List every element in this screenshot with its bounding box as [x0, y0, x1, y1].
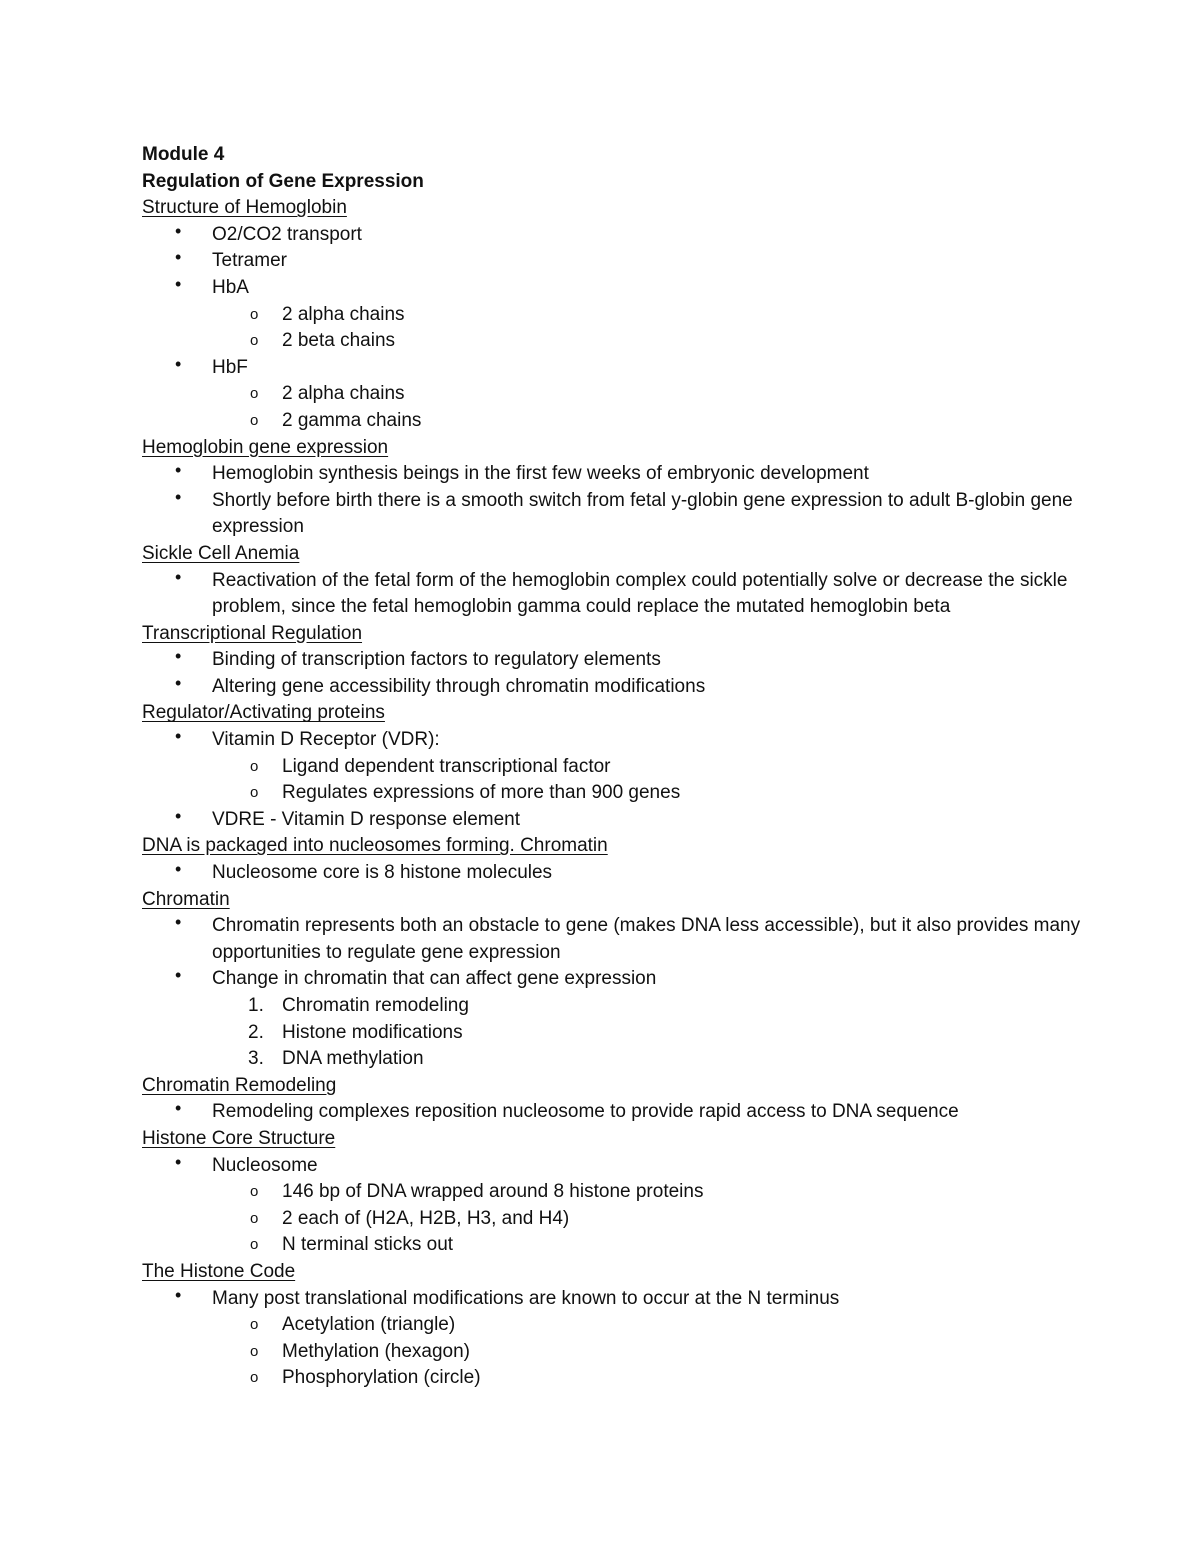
- sub-bullet-text: Phosphorylation (circle): [282, 1367, 481, 1389]
- bullet-text: VDRE - Vitamin D response element: [212, 808, 520, 830]
- bullet-text: Chromatin represents both an obstacle to gene (makes DNA less accessible), but it also provides many opportunities to regulate gene expression: [212, 915, 1081, 963]
- sub-bullet-text: 2 alpha chains: [282, 303, 405, 325]
- bullet-text: O2/CO2 transport: [212, 223, 362, 245]
- list-number: 2.: [248, 1021, 264, 1043]
- bullet-item: [142, 966, 1082, 993]
- bullet-icon: •: [175, 1284, 182, 1305]
- section-heading: Sickle Cell Anemia: [142, 542, 300, 564]
- sub-bullet-item: [142, 381, 1082, 408]
- sub-bullet-text: 2 gamma chains: [282, 409, 422, 431]
- sub-bullet-item: [142, 1232, 1082, 1259]
- section-heading: Transcriptional Regulation: [142, 622, 363, 644]
- sub-bullet-text: Methylation (hexagon): [282, 1340, 470, 1362]
- bullet-text: Hemoglobin synthesis beings in the first few weeks of embryonic development: [212, 463, 869, 485]
- sub-bullet-text: Ligand dependent transcriptional factor: [282, 755, 611, 777]
- bullet-item: [142, 913, 1082, 966]
- document-page: [142, 142, 1082, 1392]
- sub-bullet-text: 146 bp of DNA wrapped around 8 histone proteins: [282, 1181, 704, 1203]
- list-number: 1.: [248, 995, 264, 1016]
- numbered-item: [142, 1046, 1082, 1073]
- numbered-text: Chromatin remodeling: [282, 995, 469, 1016]
- sub-bullet-text: 2 beta chains: [282, 330, 396, 352]
- bullet-icon: •: [175, 247, 182, 268]
- sub-bullet-item: [142, 1365, 1082, 1392]
- sub-bullet-text: Acetylation (triangle): [282, 1314, 456, 1336]
- sections-container: [142, 195, 1082, 1392]
- bullet-icon: •: [175, 353, 182, 374]
- bullet-text: Many post translational modifications are known to occur at the N terminus: [212, 1287, 840, 1309]
- sub-bullet-text: 2 each of (H2A, H2B, H3, and H4): [282, 1207, 570, 1229]
- numbered-item: [142, 1020, 1082, 1047]
- section-heading: Chromatin: [142, 888, 230, 910]
- sub-bullet-item: [142, 1312, 1082, 1339]
- section-heading: The Histone Code: [142, 1260, 296, 1282]
- hollow-bullet-icon: o: [250, 411, 259, 429]
- section-heading: Histone Core Structure: [142, 1127, 336, 1149]
- hollow-bullet-icon: o: [250, 305, 259, 323]
- hollow-bullet-icon: o: [250, 385, 259, 403]
- bullet-text: HbA: [212, 276, 249, 298]
- hollow-bullet-icon: o: [250, 784, 259, 802]
- sub-bullet-item: [142, 780, 1082, 807]
- bullet-item: [142, 461, 1082, 488]
- bullet-item: [142, 1286, 1082, 1313]
- section-heading: Structure of Hemoglobin: [142, 197, 347, 219]
- section-heading: DNA is packaged into nucleosomes forming. Chromatin: [142, 835, 608, 857]
- bullet-text: HbF: [212, 356, 248, 378]
- hollow-bullet-icon: o: [250, 1209, 259, 1227]
- numbered-text: DNA methylation: [282, 1048, 424, 1070]
- bullet-icon: •: [175, 1151, 182, 1172]
- bullet-icon: •: [175, 912, 182, 933]
- bullet-icon: •: [175, 805, 182, 826]
- bullet-text: Altering gene accessibility through chromatin modifications: [212, 675, 706, 697]
- bullet-item: [142, 275, 1082, 302]
- sub-bullet-item: [142, 754, 1082, 781]
- bullet-icon: •: [175, 726, 182, 747]
- document-title: Module 4: [142, 144, 225, 165]
- section-heading: Hemoglobin gene expression: [142, 436, 389, 458]
- list-number: 3.: [248, 1048, 264, 1070]
- bullet-text: Nucleosome core is 8 histone molecules: [212, 862, 553, 884]
- hollow-bullet-icon: o: [250, 1342, 259, 1360]
- bullet-item: [142, 355, 1082, 382]
- bullet-icon: •: [175, 486, 182, 507]
- bullet-text: Tetramer: [212, 250, 287, 272]
- bullet-item: [142, 807, 1082, 834]
- bullet-icon: •: [175, 1098, 182, 1119]
- bullet-icon: •: [175, 220, 182, 241]
- bullet-item: [142, 1153, 1082, 1180]
- hollow-bullet-icon: o: [250, 332, 259, 350]
- bullet-icon: •: [175, 859, 182, 880]
- hollow-bullet-icon: o: [250, 1369, 259, 1387]
- sub-bullet-item: [142, 1179, 1082, 1206]
- bullet-text: Binding of transcription factors to regulatory elements: [212, 649, 661, 671]
- bullet-text: Nucleosome: [212, 1154, 318, 1176]
- bullet-item: [142, 727, 1082, 754]
- section-heading: Chromatin Remodeling: [142, 1074, 337, 1096]
- bullet-icon: •: [175, 273, 182, 294]
- sub-bullet-text: 2 alpha chains: [282, 383, 405, 405]
- bullet-icon: •: [175, 672, 182, 693]
- bullet-text: Vitamin D Receptor (VDR):: [212, 729, 440, 751]
- bullet-item: [142, 674, 1082, 701]
- sub-bullet-item: [142, 1339, 1082, 1366]
- bullet-item: [142, 647, 1082, 674]
- sub-bullet-text: N terminal sticks out: [282, 1234, 454, 1256]
- bullet-icon: •: [175, 460, 182, 481]
- bullet-item: [142, 248, 1082, 275]
- bullet-item: [142, 222, 1082, 249]
- hollow-bullet-icon: o: [250, 757, 259, 775]
- bullet-item: [142, 860, 1082, 887]
- bullet-text: Shortly before birth there is a smooth switch from fetal y-globin gene expression to adult B-globin gene expression: [212, 489, 1073, 538]
- bullet-text: Remodeling complexes reposition nucleosome to provide rapid access to DNA sequence: [212, 1101, 959, 1123]
- hollow-bullet-icon: o: [250, 1236, 259, 1254]
- bullet-item: [142, 488, 1082, 541]
- section-heading: Regulator/Activating proteins: [142, 702, 385, 724]
- bullet-text: Change in chromatin that can affect gene expression: [212, 968, 657, 990]
- bullet-item: [142, 568, 1082, 621]
- sub-bullet-item: [142, 302, 1082, 329]
- bullet-item: [142, 1099, 1082, 1126]
- bullet-icon: •: [175, 965, 182, 986]
- numbered-item: [142, 993, 1082, 1020]
- bullet-icon: •: [175, 566, 182, 587]
- numbered-text: Histone modifications: [282, 1021, 463, 1043]
- sub-bullet-item: [142, 408, 1082, 435]
- hollow-bullet-icon: o: [250, 1183, 259, 1201]
- hollow-bullet-icon: o: [250, 1316, 259, 1334]
- sub-bullet-text: Regulates expressions of more than 900 genes: [282, 782, 681, 804]
- sub-bullet-item: [142, 1206, 1082, 1233]
- bullet-icon: •: [175, 646, 182, 667]
- document-subtitle: Regulation of Gene Expression: [142, 170, 424, 192]
- sub-bullet-item: [142, 328, 1082, 355]
- bullet-text: Reactivation of the fetal form of the hemoglobin complex could potentially solve or decrease the sickle problem, since the fetal hemoglobin gamma could replace the mutated hemoglobin beta: [212, 569, 1068, 618]
